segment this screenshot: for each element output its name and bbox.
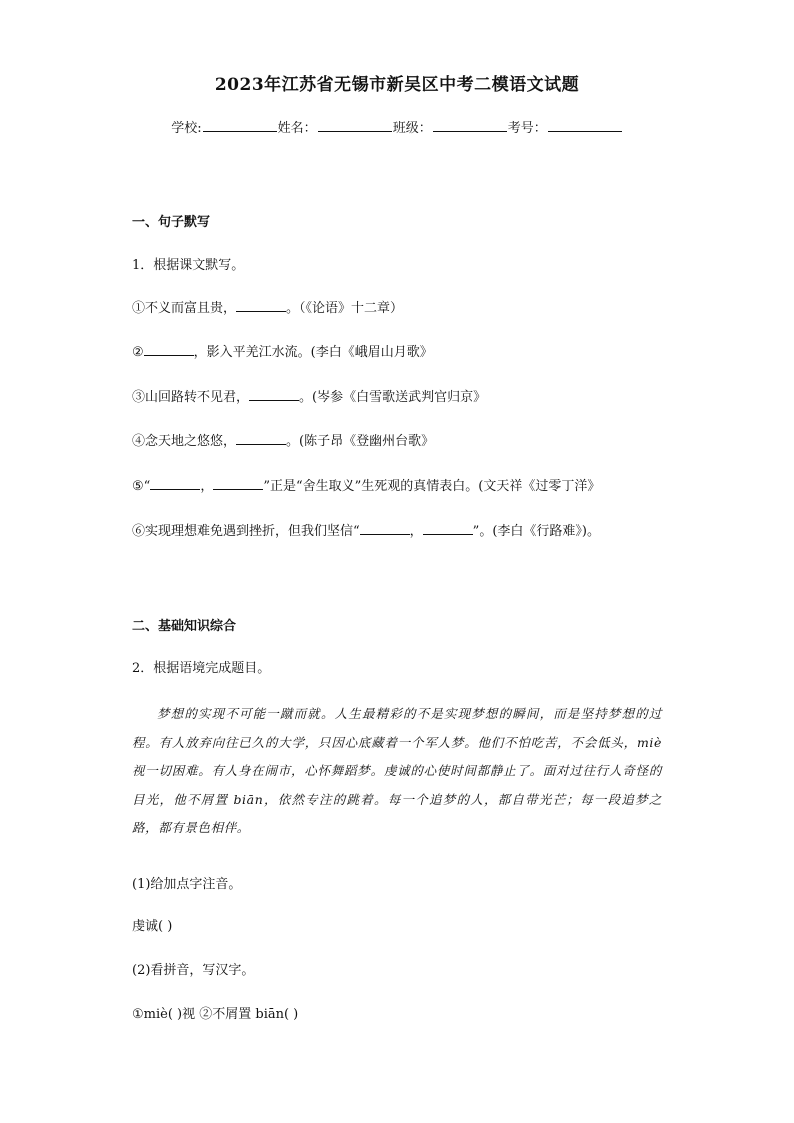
item-text: 。(岑参《白雪歌送武判官归京》 <box>299 390 487 405</box>
item-text: 。(陈子昂《登幽州台歌》 <box>286 434 435 449</box>
student-info-line <box>0 117 794 136</box>
class-label: 班级： <box>392 121 432 136</box>
item-text: ， <box>409 524 423 539</box>
sub-question-1: (1)给加点字注音。 <box>132 877 242 892</box>
item-text: ⑤“ <box>132 479 151 494</box>
exam-no-label: 考号： <box>507 121 547 136</box>
answer-blank <box>249 388 299 401</box>
school-label: 学校: <box>171 121 202 136</box>
item-text: ③山回路转不见君， <box>132 390 250 405</box>
class-blank <box>433 119 507 132</box>
recite-item-5 <box>132 475 600 494</box>
sub-question-2-answer: ①miè( )视 ②不屑置 biān( ) <box>132 1007 299 1022</box>
recite-item-4 <box>132 430 434 449</box>
item-text: ⑥实现理想难免遇到挫折，但我们坚信“ <box>132 524 360 539</box>
recite-item-1 <box>132 297 403 316</box>
recite-item-3 <box>132 386 486 405</box>
item-text: ② <box>132 345 144 360</box>
item-text: ， <box>200 479 214 494</box>
school-blank <box>203 119 277 132</box>
sub-question-2: (2)看拼音，写汉字。 <box>132 963 255 978</box>
item-text: 。（《论语》十二章） <box>286 301 404 316</box>
item-text: ”。(李白《行路难》)。 <box>472 524 600 539</box>
item-text: ④念天地之悠悠， <box>132 434 237 449</box>
answer-blank <box>213 477 263 490</box>
question-1: 1．根据课文默写。 <box>132 258 245 273</box>
section-heading-2: 二、基础知识综合 <box>132 619 237 634</box>
answer-blank <box>236 432 286 445</box>
name-blank <box>318 119 392 132</box>
answer-blank <box>150 477 200 490</box>
answer-blank <box>360 522 410 535</box>
section-heading-1: 一、句子默写 <box>132 215 211 230</box>
exam-no-blank <box>548 119 622 132</box>
name-label: 姓名： <box>277 121 317 136</box>
recite-item-2 <box>132 341 433 360</box>
answer-blank <box>144 343 194 356</box>
reading-passage: 梦想的实现不可能一蹴而就。人生最精彩的不是实现梦想的瞬间，而是坚持梦想的过程。有人放弃向往已久的大学，只因心底藏着一个军人梦。他们不怕吃苦，不会低头，miè 视一切困难。有人身在闹市，心怀舞蹈梦。虔诚的心使时间都静止了。面对过往行人奇怪的目光，他不屑置 biān，依然专注的跳着。每一个追梦的人，都自带光芒；每一段追梦之路，都有景色相伴。 <box>132 706 662 835</box>
item-text: ，影入平羌江水流。(李白《峨眉山月歌》 <box>193 345 433 360</box>
sub-question-1-answer: 虔诚( ) <box>132 919 173 934</box>
answer-blank <box>423 522 473 535</box>
item-text: ”正是“舍生取义”生死观的真情表白。(文天祥《过零丁洋》 <box>263 479 601 494</box>
page-title: 2023年江苏省无锡市新吴区中考二模语文试题 <box>214 75 580 95</box>
answer-blank <box>236 299 286 312</box>
item-text: ①不义而富且贵， <box>132 301 237 316</box>
question-2: 2．根据语境完成题目。 <box>132 661 271 676</box>
recite-item-6 <box>132 520 600 539</box>
